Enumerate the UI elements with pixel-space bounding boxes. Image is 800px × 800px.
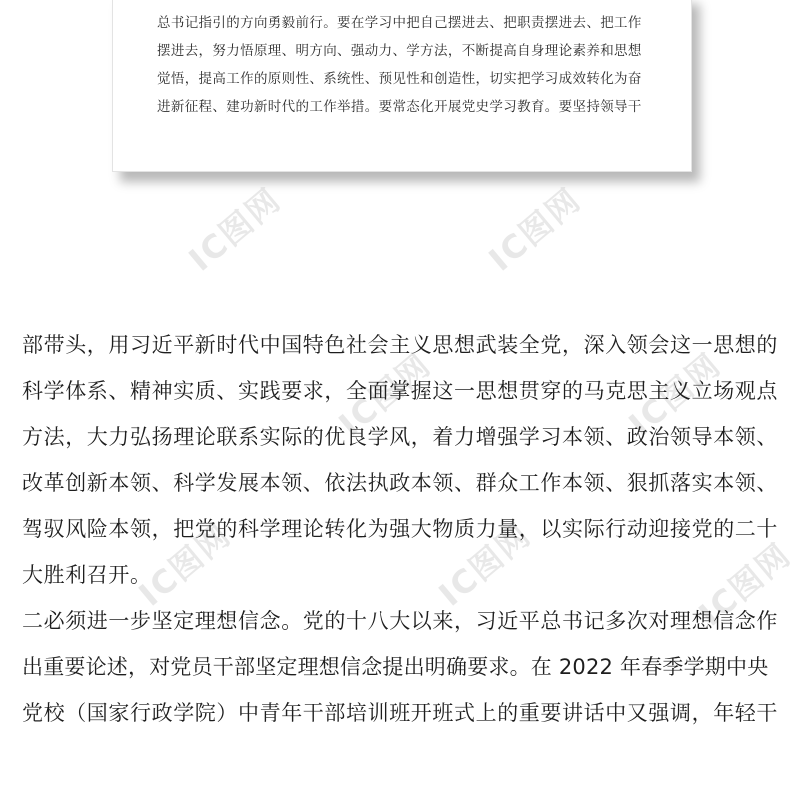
body-line: 驾驭风险本领，把党的科学理论转化为强大物质力量，以实际行动迎接党的二十 (22, 517, 778, 541)
body-line: 方法，大力弘扬理论联系实际的优良学风，着力增强学习本领、政治领导本领、 (22, 425, 778, 449)
watermark: IC图网 (131, 515, 239, 614)
excerpt-line: 摆进去，努力悟原理、明方向、强动力、学方法，不断提高自身理论素养和思想 (157, 43, 642, 59)
watermark: IC图网 (331, 345, 439, 444)
excerpt-card (112, 0, 692, 172)
document-body (22, 322, 782, 736)
body-line: 改革创新本领、科学发展本领、依法执政本领、群众工作本领、狠抓落实本领、 (22, 471, 778, 495)
body-line: 科学体系、精神实质、实践要求，全面掌握这一思想贯穿的马克思主义立场观点 (22, 379, 778, 403)
excerpt-line: 觉悟，提高工作的原则性、系统性、预见性和创造性，切实把学习成效转化为奋 (157, 71, 642, 87)
watermark: IC图网 (431, 515, 539, 614)
excerpt-line: 进新征程、建功新时代的工作举措。要常态化开展党史学习教育。要坚持领导干 (157, 99, 642, 115)
excerpt-line: 总书记指引的方向勇毅前行。要在学习中把自己摆进去、把职责摆进去、把工作 (157, 15, 642, 31)
body-line: 出重要论述，对党员干部坚定理想信念提出明确要求。在 2022 年春季学期中央 (22, 655, 769, 679)
body-line: 部带头，用习近平新时代中国特色社会主义思想武装全党，深入领会这一思想的 (22, 333, 778, 357)
watermark: IC图网 (691, 535, 799, 634)
body-line: 党校（国家行政学院）中青年干部培训班开班式上的重要讲话中又强调，年轻干 (22, 701, 778, 725)
watermark: IC图网 (181, 180, 289, 279)
body-line: 大胜利召开。 (22, 563, 152, 587)
body-line: 二必须进一步坚定理想信念。党的十八大以来，习近平总书记多次对理想信念作 (22, 609, 778, 633)
excerpt-text (157, 9, 649, 121)
watermark: IC图网 (481, 180, 589, 279)
watermark: IC图网 (621, 345, 729, 444)
